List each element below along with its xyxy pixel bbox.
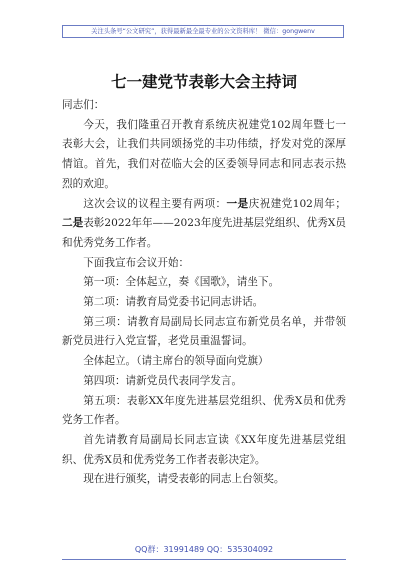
agenda-step-1: 第一项：全体起立，奏《国歌》，请坐下。	[83, 276, 280, 289]
footer-contact: QQ群：31991489 QQ：535304092	[134, 545, 274, 554]
document-title: 七一建党节表彰大会主持词	[110, 73, 297, 91]
agenda-item1-text: 庆祝建党102周年；	[248, 197, 346, 210]
agenda-step-4: 第四项：请新党员代表同学发言。	[83, 374, 243, 387]
footer-divider	[62, 559, 346, 560]
document-body	[62, 96, 346, 490]
salutation: 同志们：	[62, 99, 105, 111]
agenda-item2-text: 表彰2022年年——2023年度先进基层党组织、优秀X员和优秀党务工作者。	[62, 217, 347, 249]
agenda-step-2: 第二项：请教育局党委书记同志讲话。	[83, 296, 264, 309]
now-award-paragraph: 现在进行颁奖，请受表彰的同志上台领奖。	[83, 473, 285, 486]
first-please-paragraph: 首先请教育局副局长同志宣读《XX年度先进基层党组织、优秀X员和优秀党务工作者表彰决定》。	[62, 433, 346, 466]
agenda-intro: 这次会议的议程主要有两项：	[83, 197, 227, 210]
agenda-step-5: 第五项：表彰XX年度先进基层党组织、优秀X员和优秀党务工作者。	[62, 394, 346, 427]
opening-paragraph: 今天，我们隆重召开教育系统庆祝建党102周年暨七一表彰大会，让我们共同颂扬党的丰功伟绩，抒发对党的深厚情谊。首先，我们对莅临大会的区委领导同志和同志表示热烈的欢迎。	[62, 118, 346, 190]
agenda-paragraph	[62, 195, 346, 254]
header-banner: 关注头条号“公文研究”，获得最新最全最专业的公文资料库！ 微信：gongwenv	[62, 25, 344, 38]
announce-paragraph: 下面我宣布会议开始：	[83, 256, 190, 269]
agenda-step-3: 第三项：请教育局副局长同志宣布新党员名单，并带领新党员进行入党宣誓，老党员重温誓词。	[62, 315, 346, 348]
agenda-item1-label: 一是	[226, 197, 249, 210]
all-rise-paragraph: 全体起立。（请主席台的领导面向党旗）	[83, 355, 269, 368]
agenda-item2-label: 二是	[62, 217, 84, 230]
